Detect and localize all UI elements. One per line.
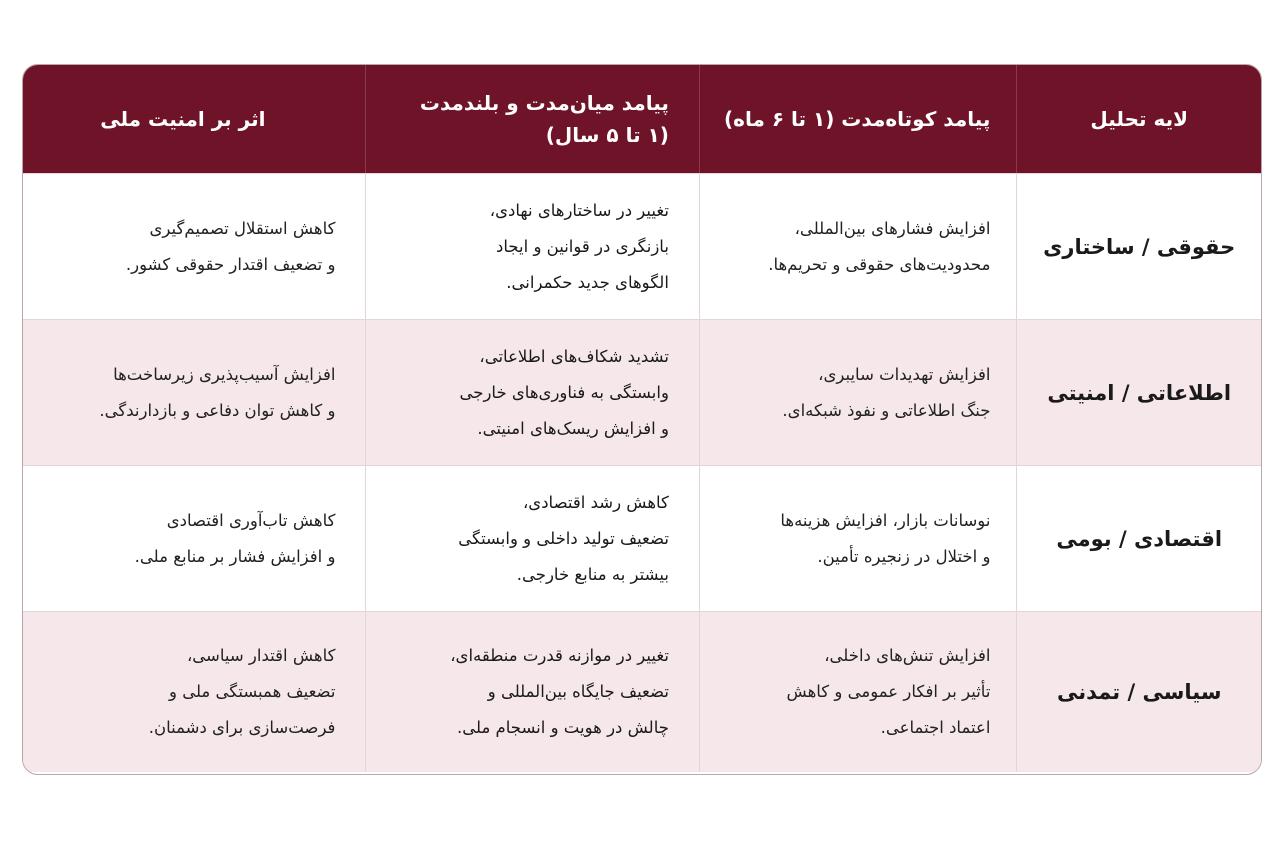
header-cell-short-term bbox=[699, 65, 1018, 173]
national-security-text: کاهش استقلال تصمیم‌گیری و تضعیف اقتدار حقوقی کشور. bbox=[125, 218, 336, 274]
national-security-cell bbox=[23, 612, 365, 772]
header-cell-layer bbox=[1017, 65, 1261, 173]
header-cell-national-security bbox=[23, 65, 365, 173]
national-security-text: کاهش اقتدار سیاسی، تضعیف همبستگی ملی و فرصت‌سازی برای دشمنان. bbox=[148, 646, 336, 737]
header-cell-mid-long-term bbox=[365, 65, 698, 173]
mid-long-term-cell bbox=[365, 466, 698, 611]
mid-long-term-text: تغییر در ساختارهای نهادی، بازنگری در قوانین و ایجاد الگوهای جدید حکمرانی. bbox=[489, 200, 669, 292]
table-row bbox=[23, 319, 1261, 465]
national-security-text: کاهش تاب‌آوری اقتصادی و افزایش فشار بر منابع ملی. bbox=[134, 510, 336, 566]
layer-cell bbox=[1017, 466, 1261, 611]
table-header-row bbox=[23, 65, 1261, 173]
short-term-cell bbox=[699, 612, 1018, 772]
impact-table bbox=[22, 64, 1262, 775]
layer-label: اقتصادی / بومی bbox=[1056, 526, 1223, 551]
mid-long-term-text: تغییر در موازنه قدرت منطقه‌ای، تضعیف جایگاه بین‌المللی و چالش در هویت و انسجام ملی. bbox=[450, 646, 669, 737]
mid-long-term-cell bbox=[365, 320, 698, 465]
header-short-term-label: پیامد کوتاه‌مدت (۱ تا ۶ ماه) bbox=[724, 107, 991, 131]
short-term-text: نوسانات بازار، افزایش هزینه‌ها و اختلال در زنجیره تأمین. bbox=[780, 510, 991, 566]
national-security-text: افزایش آسیب‌پذیری زیرساخت‌ها و کاهش توان دفاعی و بازدارندگی. bbox=[99, 364, 336, 420]
national-security-cell bbox=[23, 320, 365, 465]
short-term-text: افزایش تنش‌های داخلی، تأثیر بر افکار عمومی و کاهش اعتماد اجتماعی. bbox=[786, 646, 991, 737]
table-row bbox=[23, 173, 1261, 319]
mid-long-term-cell bbox=[365, 612, 698, 772]
mid-long-term-cell bbox=[365, 174, 698, 319]
header-layer-label: لایه تحلیل bbox=[1090, 107, 1189, 131]
layer-cell bbox=[1017, 612, 1261, 772]
short-term-text: افزایش تهدیدات سایبری، جنگ اطلاعاتی و نفوذ شبکه‌ای. bbox=[782, 364, 991, 420]
short-term-cell bbox=[699, 174, 1018, 319]
layer-cell bbox=[1017, 320, 1261, 465]
layer-label: سیاسی / تمدنی bbox=[1056, 680, 1222, 704]
mid-long-term-text: تشدید شکاف‌های اطلاعاتی، وابستگی به فناوری‌های خارجی و افزایش ریسک‌های امنیتی. bbox=[459, 346, 669, 438]
layer-cell bbox=[1017, 174, 1261, 319]
short-term-cell bbox=[699, 320, 1018, 465]
national-security-cell bbox=[23, 466, 365, 611]
short-term-text: افزایش فشارهای بین‌المللی، محدودیت‌های حقوقی و تحریم‌ها. bbox=[768, 218, 991, 274]
mid-long-term-text: کاهش رشد اقتصادی، تضعیف تولید داخلی و وابستگی بیشتر به منابع خارجی. bbox=[458, 492, 669, 584]
header-mid-long-term-label: پیامد میان‌مدت و بلندمدت (۱ تا ۵ سال) bbox=[419, 91, 669, 147]
table-row bbox=[23, 611, 1261, 772]
layer-label: حقوقی / ساختاری bbox=[1043, 234, 1236, 259]
table-row bbox=[23, 465, 1261, 611]
header-national-security-label: اثر بر امنیت ملی bbox=[100, 107, 266, 131]
layer-label: اطلاعاتی / امنیتی bbox=[1047, 380, 1232, 405]
national-security-cell bbox=[23, 174, 365, 319]
short-term-cell bbox=[699, 466, 1018, 611]
